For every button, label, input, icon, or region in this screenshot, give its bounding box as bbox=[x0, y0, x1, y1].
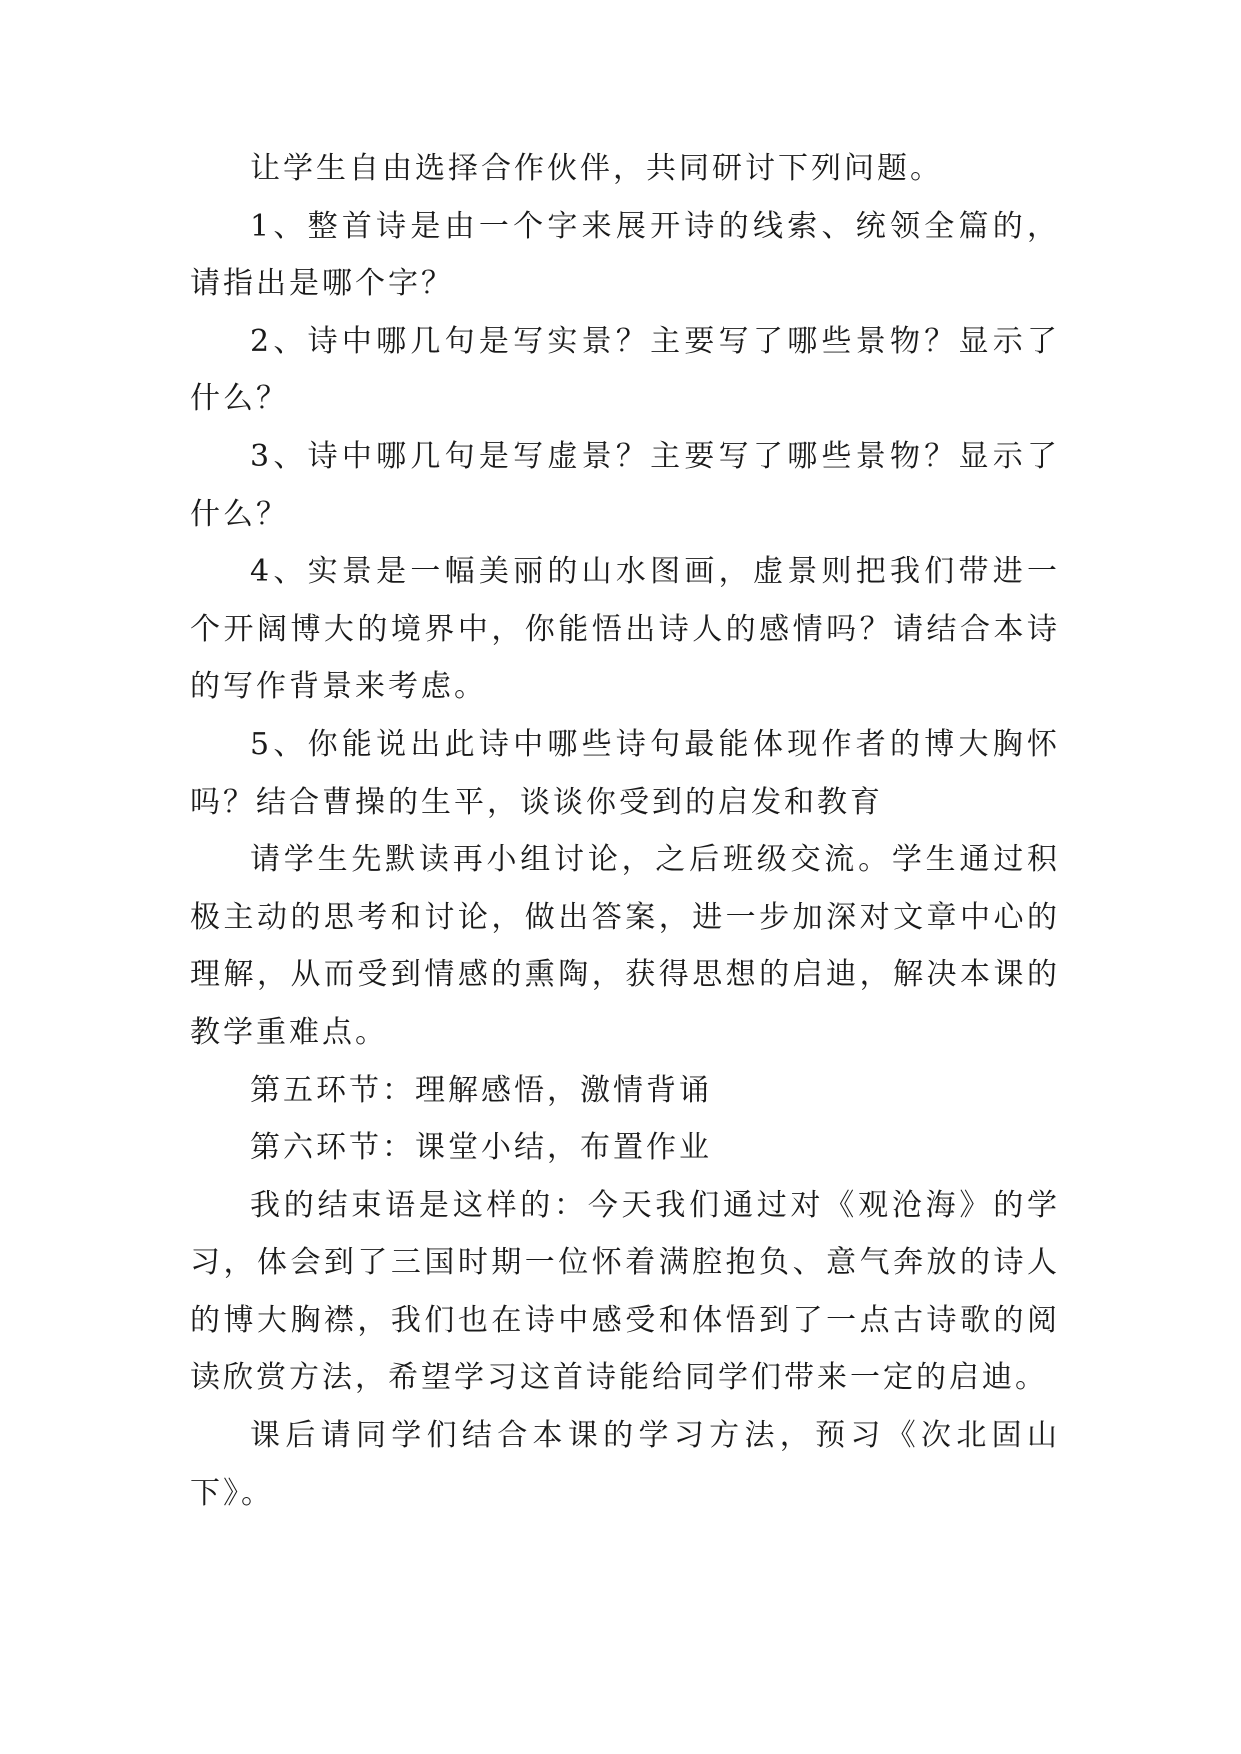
paragraph-closing: 我的结束语是这样的：今天我们通过对《观沧海》的学习，体会到了三国时期一位怀着满腔抱负、意气奔放的诗人的博大胸襟，我们也在诗中感受和体悟到了一点古诗歌的阅读欣赏方法，希望学习这首诗能给同学们带来一定的启迪。 bbox=[190, 1187, 1060, 1396]
section-six-heading: 第六环节：课堂小结，布置作业 bbox=[250, 1130, 712, 1166]
paragraph-intro: 让学生自由选择合作伙伴，共同研讨下列问题。 bbox=[250, 151, 943, 186]
question-4: 4、实景是一幅美丽的山水图画，虚景则把我们带进一个开阔博大的境界中，你能悟出诗人的感情吗？请结合本诗的写作背景来考虑。 bbox=[190, 554, 1060, 705]
document-body bbox=[190, 140, 1060, 1522]
paragraph-homework: 课后请同学们结合本课的学习方法，预习《次北固山下》。 bbox=[190, 1418, 1060, 1511]
paragraph-discussion: 请学生先默读再小组讨论，之后班级交流。学生通过积极主动的思考和讨论，做出答案，进一步加深对文章中心的理解，从而受到情感的熏陶，获得思想的启迪，解决本课的教学重难点。 bbox=[190, 842, 1060, 1050]
question-1: 1、整首诗是由一个字来展开诗的线索、统领全篇的，请指出是哪个字？ bbox=[190, 208, 1060, 302]
section-five-heading: 第五环节：理解感悟，激情背诵 bbox=[250, 1072, 712, 1108]
question-3: 3、诗中哪几句是写虚景？主要写了哪些景物？显示了什么？ bbox=[190, 438, 1060, 532]
question-5: 5、你能说出此诗中哪些诗句最能体现作者的博大胸怀吗？结合曹操的生平，谈谈你受到的启发和教育 bbox=[190, 726, 1060, 820]
question-2: 2、诗中哪几句是写实景？主要写了哪些景物？显示了什么？ bbox=[190, 323, 1060, 417]
